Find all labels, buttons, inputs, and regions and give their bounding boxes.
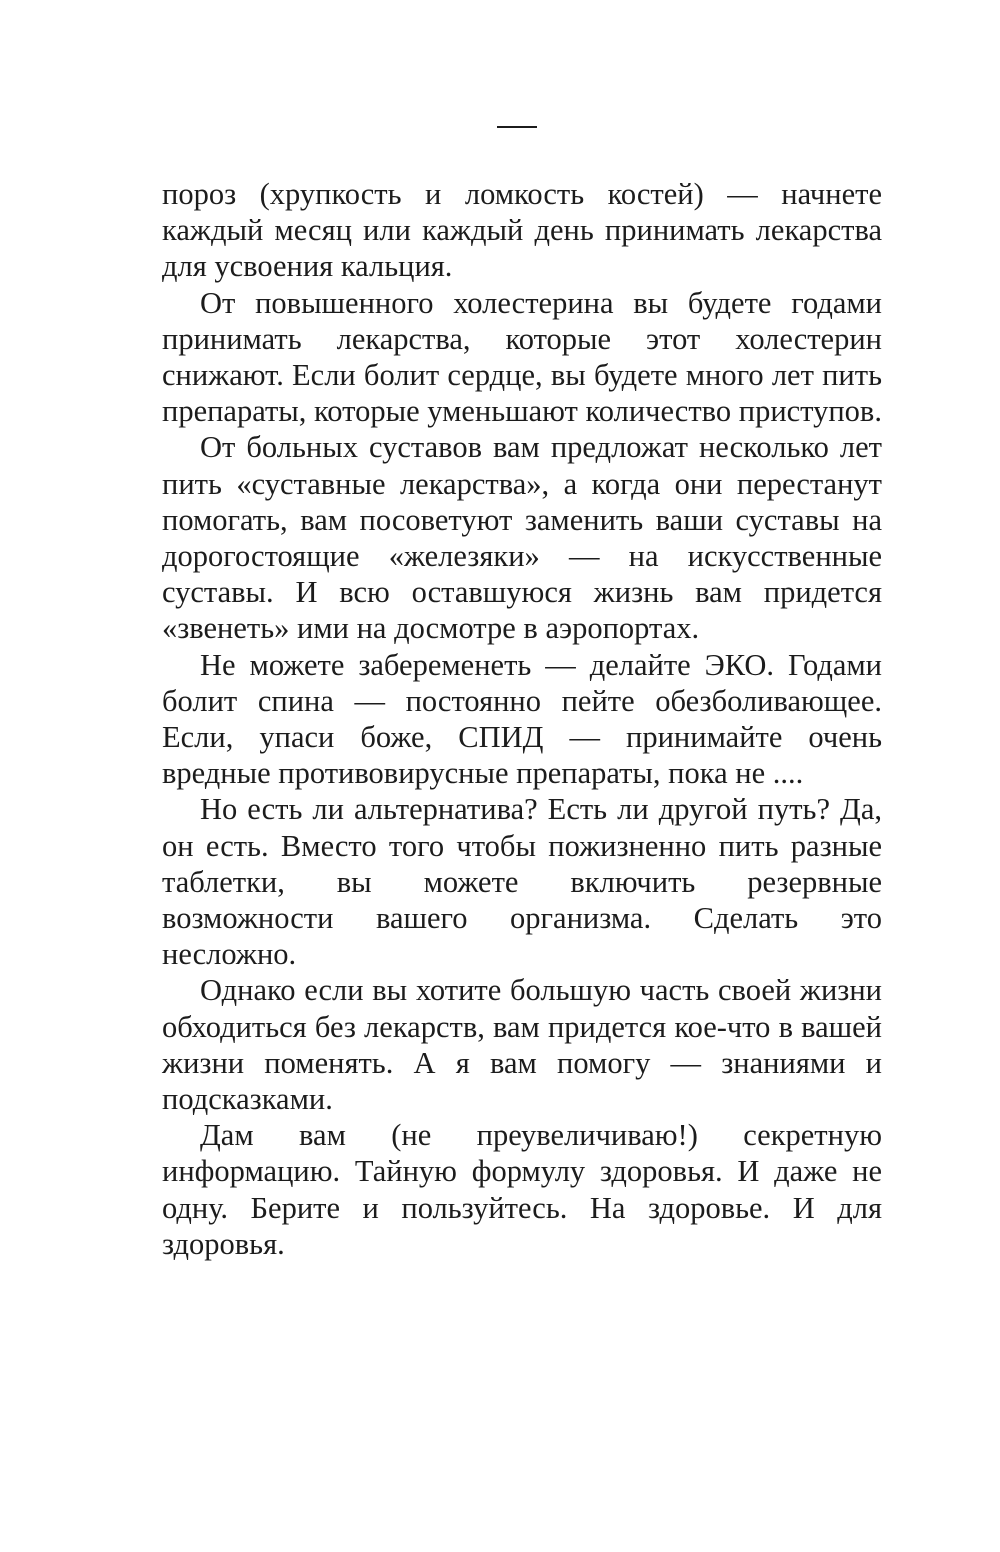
paragraph-1-continued: пороз (хрупкость и ломкость костей) — начнете каждый месяц или каждый день принимать лекарства для усвоения кальция. xyxy=(162,177,882,284)
paragraph-2: От повышенного холестерина вы будете годами принимать лекарства, которые этот холестерин снижают. Если болит сердце, вы будете много лет пить препараты, которые уменьшают количество приступов. xyxy=(162,285,882,429)
paragraph-4: Не можете забеременеть — делайте ЭКО. Годами болит спина — постоянно пейте обезболивающее. Если, упаси боже, СПИД — принимайте очень вредные противовирусные препараты, пока не .... xyxy=(162,647,882,791)
paragraph-7: Дам вам (не преувеличиваю!) секретную информацию. Тайную формулу здоровья. И даже не одну. Берите и пользуйтесь. На здоровье. И для здоровья. xyxy=(162,1118,882,1261)
body-text xyxy=(162,176,882,1262)
paragraph-5: Но есть ли альтернатива? Есть ли другой путь? Да, он есть. Вместо того чтобы пожизненно пить разные таблетки, вы можете включить резервные возможности вашего организма. Сделать это несложно. xyxy=(162,792,882,972)
paragraph-3: От больных суставов вам предложат несколько лет пить «суставные лекарства», а когда они перестанут помогать, вам посоветуют заменить ваши суставы на дорогостоящие «железяки» — на искусственные суставы. И всю оставшуюся жизнь вам придется «звенеть» ими на досмотре в аэропортах. xyxy=(162,430,882,646)
paragraph-6: Однако если вы хотите большую часть своей жизни обходиться без лекарств, вам придется кое-что в вашей жизни поменять. А я вам помогу — знаниями и подсказками. xyxy=(162,973,882,1117)
running-head-dash xyxy=(497,126,537,128)
